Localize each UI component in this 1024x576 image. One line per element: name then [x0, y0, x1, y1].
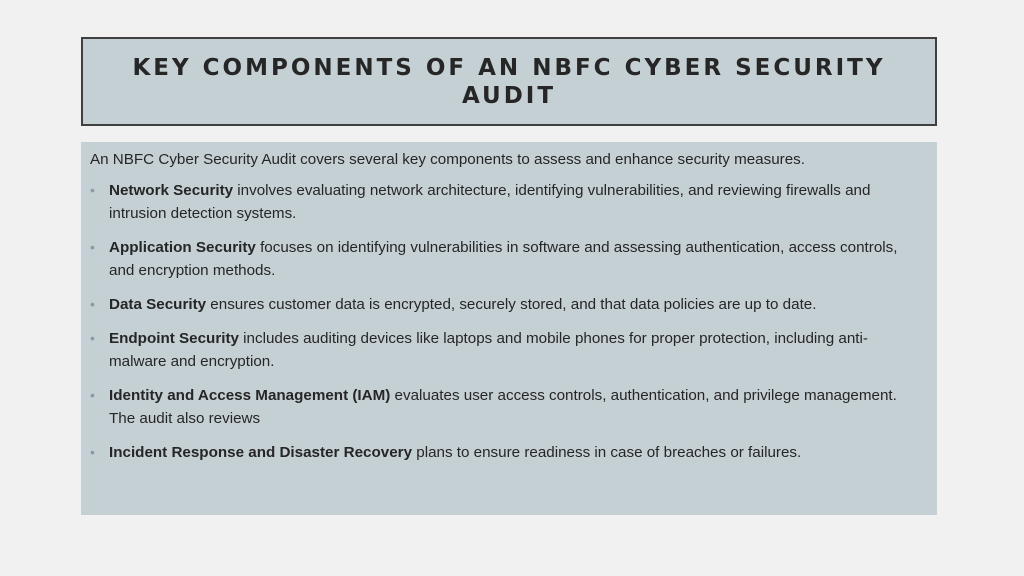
list-item-incident-response — [90, 441, 923, 464]
item-description: plans to ensure readiness in case of breaches or failures. — [412, 444, 802, 461]
item-description: includes auditing devices like laptops and mobile phones for proper protection, including anti-malware and encryption. — [109, 330, 868, 370]
content-box — [81, 142, 937, 515]
slide-title: KEY COMPONENTS OF AN NBFC CYBER SECURITY AUDIT — [132, 54, 886, 109]
item-term: Identity and Access Management (IAM) — [109, 387, 391, 404]
bullet-icon: • — [90, 239, 95, 255]
item-description: involves evaluating network architecture, identifying vulnerabilities, and reviewing firewalls and intrusion detection systems. — [109, 182, 871, 222]
item-term: Endpoint Security — [109, 330, 239, 347]
component-list — [90, 179, 923, 464]
item-term: Incident Response and Disaster Recovery — [109, 444, 413, 461]
list-item-data-security — [90, 293, 923, 316]
bullet-icon: • — [90, 330, 95, 346]
bullet-icon: • — [90, 296, 95, 312]
item-description: focuses on identifying vulnerabilities in software and assessing authentication, access controls, and encryption methods. — [109, 239, 898, 279]
bullet-icon: • — [90, 182, 95, 198]
list-item-network-security — [90, 179, 923, 225]
item-term: Network Security — [109, 182, 234, 199]
list-item-endpoint-security — [90, 327, 923, 373]
list-item-iam — [90, 384, 923, 430]
bullet-icon: • — [90, 387, 95, 403]
item-term: Application Security — [109, 239, 256, 256]
item-description: evaluates user access controls, authentication, and privilege management. The audit also reviews — [109, 387, 897, 427]
intro-text: An NBFC Cyber Security Audit covers several key components to assess and enhance security measures. — [90, 151, 805, 168]
item-description: ensures customer data is encrypted, securely stored, and that data policies are up to date. — [206, 296, 817, 313]
item-term: Data Security — [109, 296, 207, 313]
bullet-icon: • — [90, 444, 95, 460]
title-box — [81, 37, 937, 126]
list-item-application-security — [90, 236, 923, 282]
